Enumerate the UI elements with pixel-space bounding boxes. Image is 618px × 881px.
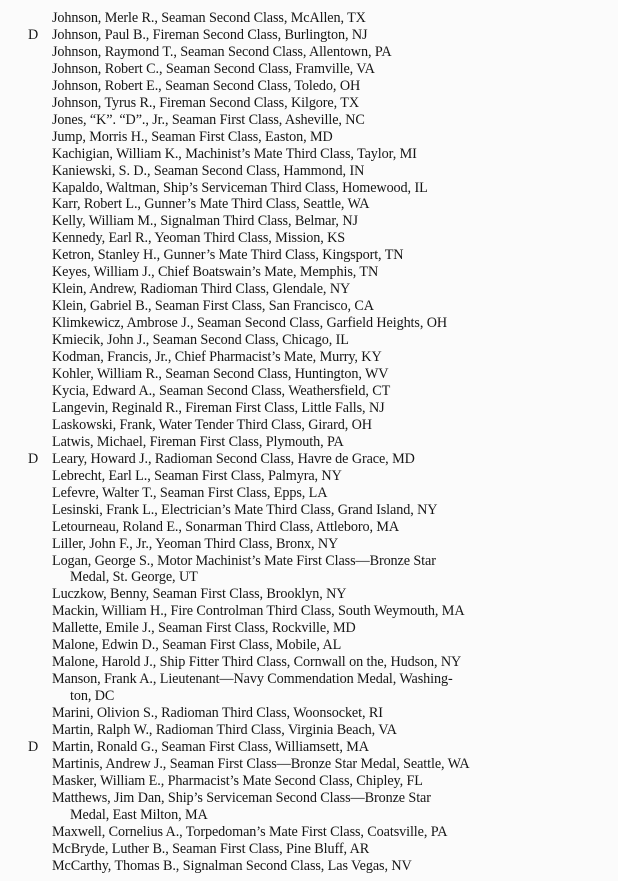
entry-text: Kaniewski, S. D., Seaman Second Class, Hammond, IN xyxy=(52,162,365,179)
roster-entry xyxy=(20,315,616,332)
entry-text: Johnson, Raymond T., Seaman Second Class, Allentown, PA xyxy=(52,43,392,60)
crew-roster-list xyxy=(20,10,616,875)
roster-entry xyxy=(20,637,616,654)
roster-entry xyxy=(20,739,616,756)
entry-text: Kycia, Edward A., Seaman Second Class, Weathersfield, CT xyxy=(52,382,391,399)
entry-text: Johnson, Tyrus R., Fireman Second Class, Kilgore, TX xyxy=(52,94,359,111)
roster-entry xyxy=(20,400,616,417)
entry-text: Kodman, Francis, Jr., Chief Pharmacist’s Mate, Murry, KY xyxy=(52,349,382,366)
entry-text: McBryde, Luther B., Seaman First Class, Pine Bluff, AR xyxy=(52,840,370,857)
roster-entry xyxy=(20,502,616,519)
deceased-marker: D xyxy=(28,738,39,755)
entry-text: Klimkewicz, Ambrose J., Seaman Second Class, Garfield Heights, OH xyxy=(52,315,448,332)
roster-entry xyxy=(20,383,616,400)
entry-text: Malone, Harold J., Ship Fitter Third Class, Cornwall on the, Hudson, NY xyxy=(52,654,462,671)
entry-text: Luczkow, Benny, Seaman First Class, Brooklyn, NY xyxy=(52,586,347,603)
roster-entry xyxy=(20,841,616,858)
entry-text: Letourneau, Roland E., Sonarman Third Class, Attleboro, MA xyxy=(52,518,399,535)
entry-text: Johnson, Paul B., Fireman Second Class, Burlington, NJ xyxy=(52,26,368,43)
entry-text: McCarthy, Thomas B., Signalman Second Class, Las Vegas, NV xyxy=(52,857,412,874)
roster-entry xyxy=(20,654,616,671)
entry-text: Liller, John F., Jr., Yeoman Third Class, Bronx, NY xyxy=(52,535,339,552)
roster-entry xyxy=(20,196,616,213)
entry-text: Masker, William E., Pharmacist’s Mate Second Class, Chipley, FL xyxy=(52,772,423,789)
deceased-marker: D xyxy=(28,26,39,43)
entry-text: Matthews, Jim Dan, Ship’s Serviceman Second Class—Bronze Star xyxy=(52,789,431,806)
roster-entry xyxy=(20,281,616,298)
entry-text: Keyes, William J., Chief Boatswain’s Mate, Memphis, TN xyxy=(52,264,379,281)
roster-entry xyxy=(20,366,616,383)
entry-text: Klein, Andrew, Radioman Third Class, Glendale, NY xyxy=(52,281,351,298)
roster-entry xyxy=(20,722,616,739)
roster-entry xyxy=(20,146,616,163)
roster-entry xyxy=(20,298,616,315)
roster-entry xyxy=(20,27,616,44)
roster-entry xyxy=(20,332,616,349)
entry-text: Johnson, Robert E., Seaman Second Class, Toledo, OH xyxy=(52,77,361,94)
roster-entry xyxy=(20,603,616,620)
roster-entry xyxy=(20,264,616,281)
roster-entry xyxy=(20,824,616,841)
roster-entry xyxy=(20,858,616,875)
roster-entry xyxy=(20,671,616,705)
entry-text: Lebrecht, Earl L., Seaman First Class, Palmyra, NY xyxy=(52,467,342,484)
roster-entry xyxy=(20,519,616,536)
entry-text: Mallette, Emile J., Seaman First Class, Rockville, MD xyxy=(52,620,356,637)
roster-entry xyxy=(20,95,616,112)
roster-entry xyxy=(20,349,616,366)
entry-text: Martin, Ronald G., Seaman First Class, Williamsett, MA xyxy=(52,738,369,755)
entry-text: Johnson, Robert C., Seaman Second Class, Framville, VA xyxy=(52,60,375,77)
entry-continuation: Medal, St. George, UT xyxy=(70,569,198,586)
roster-entry xyxy=(20,213,616,230)
entry-text: Ketron, Stanley H., Gunner’s Mate Third Class, Kingsport, TN xyxy=(52,247,404,264)
entry-text: Leary, Howard J., Radioman Second Class, Havre de Grace, MD xyxy=(52,450,415,467)
entry-text: Mackin, William H., Fire Controlman Third Class, South Weymouth, MA xyxy=(52,603,465,620)
entry-text: Johnson, Merle R., Seaman Second Class, McAllen, TX xyxy=(52,10,366,26)
entry-text: Jump, Morris H., Seaman First Class, Easton, MD xyxy=(52,128,333,145)
entry-text: Manson, Frank A., Lieutenant—Navy Commendation Medal, Washing- xyxy=(52,671,453,688)
roster-entry xyxy=(20,78,616,95)
roster-entry xyxy=(20,44,616,61)
roster-entry xyxy=(20,247,616,264)
roster-entry xyxy=(20,773,616,790)
entry-text: Latwis, Michael, Fireman First Class, Plymouth, PA xyxy=(52,433,344,450)
roster-entry xyxy=(20,468,616,485)
entry-text: Kennedy, Earl R., Yeoman Third Class, Mission, KS xyxy=(52,230,346,247)
entry-text: Logan, George S., Motor Machinist’s Mate First Class—Bronze Star xyxy=(52,552,436,569)
roster-entry xyxy=(20,180,616,197)
roster-entry xyxy=(20,434,616,451)
entry-text: Kohler, William R., Seaman Second Class, Huntington, WV xyxy=(52,366,389,383)
entry-text: Laskowski, Frank, Water Tender Third Class, Girard, OH xyxy=(52,416,372,433)
entry-text: Maxwell, Cornelius A., Torpedoman’s Mate First Class, Coatsville, PA xyxy=(52,823,448,840)
roster-entry xyxy=(20,620,616,637)
roster-entry xyxy=(20,112,616,129)
entry-text: Langevin, Reginald R., Fireman First Class, Little Falls, NJ xyxy=(52,399,385,416)
entry-continuation: ton, DC xyxy=(70,688,115,705)
roster-entry xyxy=(20,586,616,603)
entry-text: Lefevre, Walter T., Seaman First Class, Epps, LA xyxy=(52,484,328,501)
roster-entry xyxy=(20,705,616,722)
roster-entry xyxy=(20,536,616,553)
roster-entry xyxy=(20,230,616,247)
roster-entry xyxy=(20,756,616,773)
entry-text: Martinis, Andrew J., Seaman First Class—Bronze Star Medal, Seattle, WA xyxy=(52,755,470,772)
entry-text: Karr, Robert L., Gunner’s Mate Third Class, Seattle, WA xyxy=(52,196,370,213)
entry-text: Kachigian, William K., Machinist’s Mate Third Class, Taylor, MI xyxy=(52,145,417,162)
entry-text: Martin, Ralph W., Radioman Third Class, Virginia Beach, VA xyxy=(52,722,397,739)
entry-text: Kelly, William M., Signalman Third Class, Belmar, NJ xyxy=(52,213,358,230)
roster-entry xyxy=(20,485,616,502)
entry-text: Marini, Olivion S., Radioman Third Class, Woonsocket, RI xyxy=(52,705,383,722)
entry-text: Kapaldo, Waltman, Ship’s Serviceman Third Class, Homewood, IL xyxy=(52,179,428,196)
roster-entry xyxy=(20,61,616,78)
roster-entry xyxy=(20,417,616,434)
entry-text: Kmiecik, John J., Seaman Second Class, Chicago, IL xyxy=(52,332,349,349)
roster-entry xyxy=(20,10,616,27)
roster-entry xyxy=(20,790,616,824)
entry-text: Klein, Gabriel B., Seaman First Class, San Francisco, CA xyxy=(52,298,374,315)
roster-entry xyxy=(20,451,616,468)
entry-text: Lesinski, Frank L., Electrician’s Mate Third Class, Grand Island, NY xyxy=(52,501,438,518)
roster-entry xyxy=(20,129,616,146)
deceased-marker: D xyxy=(28,450,39,467)
roster-entry xyxy=(20,163,616,180)
entry-text: Malone, Edwin D., Seaman First Class, Mobile, AL xyxy=(52,637,342,654)
entry-text: Jones, “K”. “D”., Jr., Seaman First Class, Asheville, NC xyxy=(52,111,365,128)
entry-continuation: Medal, East Milton, MA xyxy=(70,806,208,823)
roster-entry xyxy=(20,553,616,587)
